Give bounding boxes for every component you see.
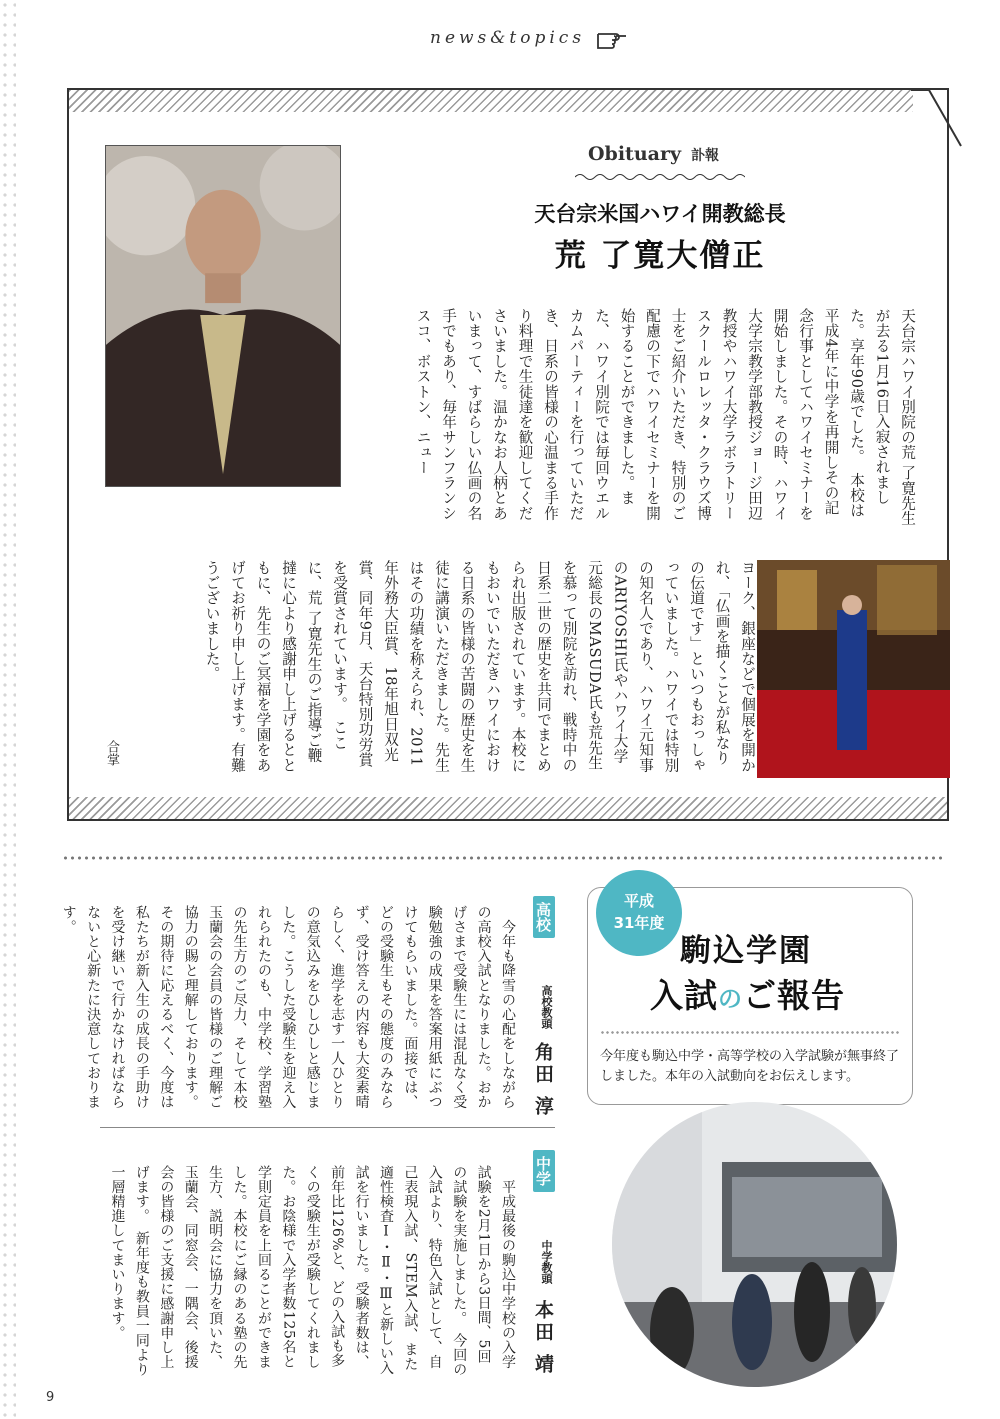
high-school-report-body: 今年も降雪の心配をしながらの高校入試となりました。おかげさまで受験生には混乱なく受験勉強の成果を答案用紙にぶつけてもらいました。面接では、どの受験生もその態度のみならず、受け答えの内容も大変素晴らしく、進学を志す一人ひとりの意気込みをひしひしと感じました。こうした受験生を迎え入れられたのも、中学校、学習塾の先生方のご尽力、そして本校玉蘭会の会員の皆様のご理解ご協力の賜と理解しております。その期待に応えるべく、今度は私たちが新入生の成長の手助けを受け継いで行かなければならないと心新たに決意しております。	[60, 905, 516, 1110]
portrait-photo	[105, 145, 341, 487]
obituary-title: 天台宗米国ハワイ開教総長	[534, 202, 786, 226]
high-school-author: 角田 淳	[532, 1042, 554, 1118]
obituary-name: 荒 了寛大僧正	[554, 238, 766, 274]
page-number: 9	[46, 1390, 55, 1405]
hatch-border-top	[69, 90, 913, 112]
report-dots	[600, 1030, 900, 1035]
dotted-separator	[62, 855, 942, 861]
obituary-body-lower: ヨーク、銀座などで個展を開かれ、「仏画を描くことが私なりの伝道です」といつもおっしゃっていました。ハワイでは特別の知名人であり、ハワイ元知事のARIYOSHI氏やハワイ大学元総長のMASUDA氏も荒先生を慕って別院を訪れ、戦時中の日系二世の歴史を共同でまとめられ出版されています。本校にもおいでいただきハワイにおける日系の皆様の苦闘の歴史を生徒に講演いただきました。先生はその功績を称えられ、2011年外務大臣賞、18年旭日双光賞、同年9月、天台特別功労賞を受賞されています。 ここに、荒 了寛先生のご指導ご鞭撻に心より感謝申し上げるとともに、先生のご冥福を学園をあげてお祈り申し上げます。有難うございました。	[203, 560, 756, 773]
report-title-line1: 駒込学園	[680, 933, 812, 969]
pointing-hand-icon	[594, 28, 630, 52]
obituary-body-upper: 天台宗ハワイ別院の荒 了寛先生が去る1月16日入寂されました。享年90歳でした。 本校は平成4年に中学を再開しその記念行事としてハワイセミナーを開始しました。その時、ハワイ大学宗教学部教授ジョージ田辺教授やハワイ大学ラボラトリースクールロレッタ・クラウズ博士をご紹介いただき、特別のご配慮の下でハワイセミナーを開始することができました。また、ハワイ別院では毎回ウエルカムパーティーを行っていただき、日系の皆様の心温まる手作り料理で生徒達を歓迎してくださいました。温かなお人柄とあいまって、すばらしい仏画の名手でもあり、毎年サンフランシスコ、ボストン、ニュー	[414, 308, 916, 527]
report-title-line2: 入試のご報告	[650, 976, 845, 1015]
junior-high-tag: 中学	[533, 1150, 555, 1192]
junior-high-report-body: 平成最後の駒込中学校の入学試験を2月1日から3日間、5回の試験を実施しました。 今回の入試より、特色入試として、自己表現入試、STEM入試、また適性検査Ⅰ・Ⅱ・Ⅲと新しい入試を行いました。受験者数は、前年比126%と、どの入試も多くの受験生が受験してくれました。お陰様で入学者数125名と学則定員を上回ることができました。本校にご縁のある塾の先生方、説明会に協力を頂いた、玉蘭会、同窓会、一隅会、後援会の皆様のご支援に感謝申し上げます。 新年度も教員一同より一層精進してまいります。	[109, 1165, 516, 1377]
wavy-underline	[575, 172, 745, 182]
exam-day-photo	[612, 1102, 897, 1387]
closing-word: 合掌	[104, 740, 119, 766]
obituary-label: Obituary 訃報	[588, 143, 720, 165]
hatch-border-bottom	[69, 797, 947, 819]
high-school-tag: 高校	[533, 896, 555, 938]
folded-corner-icon	[911, 88, 963, 148]
section-header-title: news&topics	[430, 28, 586, 48]
report-description: 今年度も駒込中学・高等学校の入学試験が無事終了しました。本年の入試動向をお伝えします。	[600, 1049, 900, 1084]
junior-high-role: 中学教頭	[540, 1240, 553, 1284]
section-divider	[100, 1127, 555, 1128]
year-badge: 平成 31年度	[596, 870, 682, 956]
lecture-photo	[757, 560, 950, 778]
dotted-margin	[0, 0, 16, 1419]
junior-high-author: 本田 靖	[532, 1300, 554, 1376]
high-school-role: 高校教頭	[540, 985, 553, 1029]
